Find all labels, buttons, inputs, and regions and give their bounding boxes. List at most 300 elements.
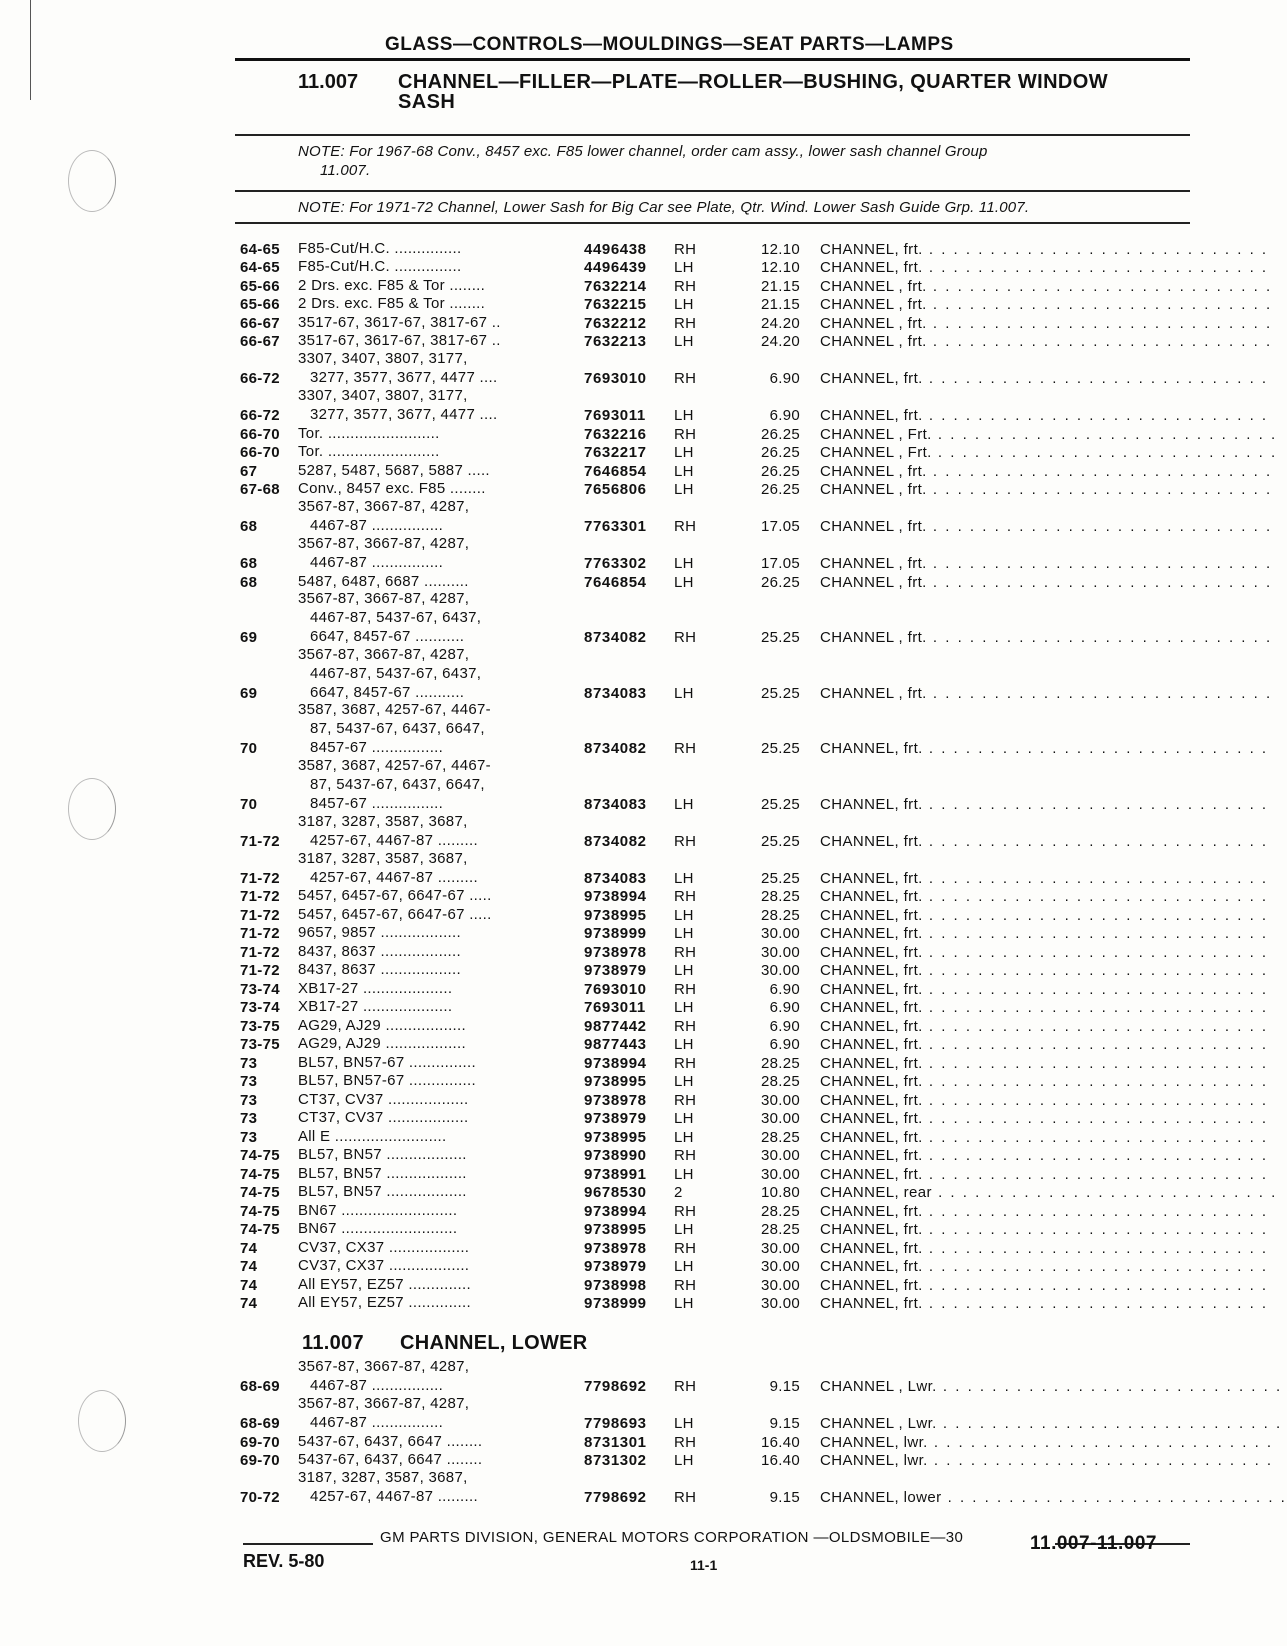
application-line: XB17-27 .................... — [298, 979, 453, 997]
row-side: RH — [674, 1378, 697, 1395]
row-price: 6.90 — [769, 999, 800, 1016]
row-side: LH — [674, 1036, 694, 1053]
row-side: LH — [674, 1128, 694, 1146]
application-line: AG29, AJ29 .................. — [298, 1016, 466, 1034]
leader-dots: . . . . . . . . . . . . . . . . . . . . . . . . . . . . — [922, 1276, 1269, 1294]
part-number: 9738995 — [584, 906, 647, 924]
row-description — [820, 1202, 1269, 1220]
application-line: 3567-87, 3667-87, 4287, — [298, 645, 470, 663]
row-price: 25.25 — [760, 740, 800, 757]
row-description — [820, 869, 1269, 887]
row-side: 2 — [674, 1184, 683, 1201]
row-description — [820, 1433, 1274, 1451]
row-application — [298, 276, 573, 295]
application-line: 4257-67, 4467-87 ......... — [310, 1488, 478, 1505]
description-text: CHANNEL, frt. — [820, 1165, 923, 1183]
part-number: 7763302 — [584, 555, 647, 572]
row-price: 28.25 — [760, 1202, 800, 1220]
row-year: 74-75 — [240, 1165, 280, 1183]
row-description — [820, 370, 1269, 387]
table-row — [240, 645, 1273, 702]
row-price: 28.25 — [760, 1221, 800, 1238]
row-description — [820, 573, 1273, 591]
lower-section-number: 11.007 — [302, 1332, 364, 1354]
part-number: 9738998 — [584, 1276, 647, 1294]
leader-dots: . . . . . . . . . . . . . . . . . . . . . . . . . . . . — [922, 1036, 1269, 1053]
row-application — [298, 1256, 573, 1275]
description-text: CHANNEL, frt. — [820, 1054, 923, 1072]
row-year: 73 — [240, 1091, 258, 1109]
row-application — [298, 1219, 573, 1238]
row-price: 6.90 — [769, 407, 800, 424]
part-number: 9738994 — [584, 888, 647, 905]
row-description — [820, 1258, 1269, 1275]
row-description — [820, 795, 1269, 813]
description-text: CHANNEL, frt. — [820, 999, 923, 1016]
leader-dots: . . . . . . . . . . . . . . . . . . . . . . . . . . . . — [922, 1221, 1269, 1238]
lower-section-heading — [302, 1332, 588, 1355]
row-application — [298, 1108, 573, 1127]
row-price: 26.25 — [760, 462, 800, 480]
revision-label: REV. 5-80 — [243, 1551, 325, 1571]
row-price: 30.00 — [760, 1295, 800, 1312]
row-side: LH — [674, 999, 694, 1016]
row-year: 73 — [240, 1073, 258, 1090]
leader-dots: . . . . . . . . . . . . . . . . . . . . . . . . . . . . — [922, 906, 1269, 924]
table-row — [240, 924, 1269, 943]
row-side: RH — [674, 1147, 697, 1164]
row-description — [820, 407, 1269, 424]
description-text: CHANNEL, frt. — [820, 832, 923, 850]
application-line: 87, 5437-67, 6437, 6647, — [310, 720, 485, 737]
table-row — [240, 1257, 1269, 1276]
part-number: 9738995 — [584, 1128, 647, 1146]
row-application — [298, 1293, 573, 1312]
row-application — [298, 497, 573, 535]
table-row — [240, 1035, 1269, 1054]
part-number: 9738994 — [584, 1054, 647, 1072]
application-line: 5457, 6457-67, 6647-67 ..... — [298, 887, 492, 904]
description-text: CHANNEL, lwr. — [820, 1433, 928, 1451]
application-line: 3277, 3577, 3677, 4477 .... — [310, 406, 498, 423]
row-price: 21.15 — [760, 296, 800, 313]
application-line: 4257-67, 4467-87 ......... — [310, 831, 478, 849]
row-application — [298, 812, 573, 850]
row-price: 12.10 — [760, 240, 800, 258]
row-price: 24.20 — [760, 333, 800, 350]
part-number: 8731301 — [584, 1433, 647, 1451]
part-number: 7693011 — [584, 407, 646, 424]
row-application — [298, 756, 573, 813]
row-application — [298, 960, 573, 979]
row-price: 30.00 — [760, 1276, 800, 1294]
row-application — [298, 1357, 573, 1395]
footer-publisher: GM PARTS DIVISION, GENERAL MOTORS CORPORATION —OLDSMOBILE—30 — [380, 1529, 964, 1546]
row-side: RH — [674, 1433, 697, 1451]
description-text: CHANNEL , frt. — [820, 555, 927, 572]
leader-dots: . . . . . . . . . . . . . . . . . . . . . . . . . . . . — [926, 462, 1273, 480]
row-side: LH — [674, 1165, 694, 1183]
description-text: CHANNEL, frt. — [820, 240, 923, 258]
application-line: All EY57, EZ57 .............. — [298, 1275, 471, 1293]
row-side: RH — [674, 1239, 697, 1257]
table-row — [240, 480, 1273, 499]
row-year: 73 — [240, 1054, 258, 1072]
description-text: CHANNEL, frt. — [820, 407, 923, 424]
application-line: 5437-67, 6437, 6647 ........ — [298, 1432, 483, 1450]
leader-dots: . . . . . . . . . . . . . . . . . . . . . . . . . . . . — [926, 277, 1273, 295]
row-application — [298, 700, 573, 757]
row-year: 67-68 — [240, 481, 280, 498]
row-description — [820, 259, 1269, 276]
part-number: 7632217 — [584, 444, 647, 461]
application-line: 3307, 3407, 3807, 3177, — [298, 387, 468, 404]
leader-dots: . . . . . . . . . . . . . . . . . . . . . . . . . . . . — [936, 1415, 1283, 1432]
application-line: 3517-67, 3617-67, 3817-67 .. — [298, 332, 501, 349]
leader-dots: . . . . . . . . . . . . . . . . . . . . . . . . . . . . — [922, 962, 1269, 979]
application-line: 4257-67, 4467-87 ......... — [310, 868, 478, 886]
leader-dots: . . . . . . . . . . . . . . . . . . . . . . . . . . . . — [931, 1184, 1278, 1201]
row-price: 12.10 — [760, 259, 800, 276]
row-price: 9.15 — [769, 1489, 800, 1506]
row-application — [298, 1275, 573, 1294]
row-side: LH — [674, 444, 694, 461]
row-price: 16.40 — [760, 1452, 800, 1469]
part-number: 9738978 — [584, 1091, 647, 1109]
row-side: LH — [674, 1452, 694, 1469]
leader-dots: . . . . . . . . . . . . . . . . . . . . . . . . . . . . — [922, 370, 1269, 387]
row-price: 30.00 — [760, 1258, 800, 1275]
row-application — [298, 1238, 573, 1257]
part-number: 4496438 — [584, 240, 647, 258]
table-row — [240, 1146, 1269, 1165]
row-year: 65-66 — [240, 296, 280, 313]
row-price: 30.00 — [760, 1147, 800, 1164]
row-price: 30.00 — [760, 962, 800, 979]
row-price: 21.15 — [760, 277, 800, 295]
leader-dots: . . . . . . . . . . . . . . . . . . . . . . . . . . . . — [922, 999, 1269, 1016]
table-row — [240, 1127, 1269, 1146]
leader-dots: . . . . . . . . . . . . . . . . . . . . . . . . . . . . — [926, 555, 1273, 572]
table-row — [240, 443, 1278, 462]
application-line: 8437, 8637 .................. — [298, 942, 461, 960]
binder-hole-bottom — [78, 1390, 126, 1452]
part-number: 8734083 — [584, 684, 647, 702]
description-text: CHANNEL, frt. — [820, 1202, 923, 1220]
table-row — [240, 1053, 1269, 1072]
table-row — [240, 498, 1273, 535]
divider — [235, 222, 1190, 224]
application-line: 4467-87 ................ — [310, 1414, 444, 1431]
description-text: CHANNEL, frt. — [820, 1276, 923, 1294]
row-application — [298, 1090, 573, 1109]
lower-parts-table — [240, 1358, 1287, 1506]
parts-table — [240, 239, 1278, 1312]
table-row — [240, 849, 1269, 887]
part-number: 7646854 — [584, 573, 647, 591]
part-number: 9678530 — [584, 1184, 647, 1201]
row-side: RH — [674, 629, 697, 646]
row-description — [820, 518, 1273, 535]
row-application — [298, 1071, 573, 1090]
application-line: 2 Drs. exc. F85 & Tor ........ — [298, 276, 486, 294]
row-description — [820, 1221, 1269, 1238]
binder-hole-top — [68, 150, 116, 212]
row-year: 73 — [240, 1128, 258, 1146]
row-year: 67 — [240, 462, 258, 480]
row-application — [298, 979, 573, 998]
row-description — [820, 1128, 1269, 1146]
note-2: NOTE: For 1971-72 Channel, Lower Sash for Big Car see Plate, Qtr. Wind. Lower Sash Guide Grp. 11.007. — [298, 199, 1030, 216]
row-price: 25.25 — [760, 869, 800, 887]
application-line: AG29, AJ29 .................. — [298, 1035, 466, 1052]
group-range: 11.007-11.007 — [1030, 1533, 1157, 1554]
row-description — [820, 999, 1269, 1016]
row-price: 25.25 — [760, 832, 800, 850]
leader-dots: . . . . . . . . . . . . . . . . . . . . . . . . . . . . — [926, 629, 1273, 646]
row-year: 71-72 — [240, 962, 280, 979]
row-price: 25.25 — [760, 629, 800, 646]
part-number: 9738990 — [584, 1147, 647, 1164]
application-line: 3517-67, 3617-67, 3817-67 .. — [298, 313, 501, 331]
description-text: CHANNEL, frt. — [820, 1221, 923, 1238]
note-1-line-1: NOTE: For 1967-68 Conv., 8457 exc. F85 lower channel, order cam assy., lower sash channel Group — [298, 143, 988, 160]
row-side: LH — [674, 962, 694, 979]
row-year: 74 — [240, 1276, 258, 1294]
table-row — [240, 701, 1269, 758]
part-number: 8734082 — [584, 629, 647, 646]
part-number: 7632212 — [584, 314, 647, 332]
application-line: Conv., 8457 exc. F85 ........ — [298, 480, 486, 497]
row-year: 69 — [240, 684, 258, 702]
table-row — [240, 295, 1273, 314]
row-description — [820, 906, 1269, 924]
row-application — [298, 589, 573, 646]
table-row — [240, 942, 1269, 961]
application-line: CV37, CX37 .................. — [298, 1238, 470, 1256]
row-price: 25.25 — [760, 684, 800, 702]
row-side: LH — [674, 1295, 694, 1312]
description-text: CHANNEL , frt. — [820, 573, 927, 591]
row-description — [820, 1165, 1269, 1183]
row-side: RH — [674, 832, 697, 850]
table-row — [240, 535, 1273, 572]
description-text: CHANNEL , frt. — [820, 277, 927, 295]
part-number: 9738995 — [584, 1073, 647, 1090]
description-text: CHANNEL, frt. — [820, 1073, 923, 1090]
application-line: BL57, BN57 .................. — [298, 1164, 467, 1182]
application-line: 3307, 3407, 3807, 3177, — [298, 350, 468, 367]
description-text: CHANNEL, frt. — [820, 370, 923, 387]
application-line: 6647, 8457-67 ........... — [310, 683, 465, 701]
description-text: CHANNEL, frt. — [820, 1110, 923, 1127]
description-text: CHANNEL, frt. — [820, 1239, 923, 1257]
table-row — [240, 424, 1278, 443]
application-line: 3567-87, 3667-87, 4287, — [298, 1358, 470, 1375]
row-side: LH — [674, 1073, 694, 1090]
application-line: 3187, 3287, 3587, 3687, — [298, 849, 468, 867]
part-number: 9738979 — [584, 1110, 647, 1127]
section-title: CHANNEL—FILLER—PLATE—ROLLER—BUSHING, QUARTER WINDOW SASH — [398, 71, 1108, 113]
application-line: 8457-67 ................ — [310, 794, 444, 812]
description-text: CHANNEL, rear — [820, 1184, 932, 1201]
table-row — [240, 979, 1269, 998]
application-line: XB17-27 .................... — [298, 998, 453, 1015]
row-application — [298, 942, 573, 961]
leader-dots: . . . . . . . . . . . . . . . . . . . . . . . . . . . . — [922, 1165, 1269, 1183]
description-text: CHANNEL , Frt. — [820, 425, 932, 443]
application-line: Tor. ......................... — [298, 443, 440, 460]
table-row — [240, 1072, 1269, 1091]
description-text: CHANNEL , frt. — [820, 684, 927, 702]
application-line: 3567-87, 3667-87, 4287, — [298, 535, 470, 552]
table-row — [240, 887, 1269, 906]
leader-dots: . . . . . . . . . . . . . . . . . . . . . . . . . . . . — [922, 795, 1269, 813]
row-price: 30.00 — [760, 943, 800, 961]
row-application — [298, 905, 573, 924]
part-number: 9738978 — [584, 1239, 647, 1257]
row-price: 25.25 — [760, 795, 800, 813]
row-side: RH — [674, 740, 697, 757]
leader-dots: . . . . . . . . . . . . . . . . . . . . . . . . . . . . — [922, 925, 1269, 942]
leader-dots: . . . . . . . . . . . . . . . . . . . . . . . . . . . . — [922, 888, 1269, 905]
row-side: RH — [674, 1017, 697, 1035]
row-price: 9.15 — [769, 1415, 800, 1432]
row-price: 10.80 — [760, 1184, 800, 1201]
row-description — [820, 425, 1278, 443]
leader-dots: . . . . . . . . . . . . . . . . . . . . . . . . . . . . — [922, 1147, 1269, 1164]
row-description — [820, 1295, 1269, 1312]
description-text: CHANNEL , Lwr. — [820, 1378, 937, 1395]
row-year: 73-75 — [240, 1017, 280, 1035]
application-line: 4467-87 ................ — [310, 554, 444, 571]
binder-hole-middle — [68, 778, 116, 840]
row-application — [298, 1432, 573, 1451]
row-price: 26.25 — [760, 425, 800, 443]
description-text: CHANNEL, frt. — [820, 1295, 923, 1312]
part-number: 9738994 — [584, 1202, 647, 1220]
description-text: CHANNEL , frt. — [820, 462, 927, 480]
leader-dots: . . . . . . . . . . . . . . . . . . . . . . . . . . . . — [922, 943, 1269, 961]
row-description — [820, 1276, 1269, 1294]
leader-dots: . . . . . . . . . . . . . . . . . . . . . . . . . . . . — [927, 1433, 1274, 1451]
application-line: 5437-67, 6437, 6647 ........ — [298, 1451, 483, 1468]
row-side: LH — [674, 925, 694, 942]
table-row — [240, 961, 1269, 980]
row-description — [820, 1489, 1287, 1506]
application-line: 4467-87, 5437-67, 6437, — [310, 664, 482, 682]
row-side: LH — [674, 906, 694, 924]
part-number: 7656806 — [584, 481, 647, 498]
table-row — [240, 905, 1269, 924]
row-year: 65-66 — [240, 277, 280, 295]
description-text: CHANNEL, frt. — [820, 795, 923, 813]
row-description — [820, 962, 1269, 979]
row-description — [820, 240, 1269, 258]
row-side: LH — [674, 1415, 694, 1432]
row-application — [298, 849, 573, 887]
row-application — [298, 424, 573, 443]
row-price: 28.25 — [760, 906, 800, 924]
table-row — [240, 1395, 1283, 1432]
part-number: 7693010 — [584, 370, 647, 387]
leader-dots: . . . . . . . . . . . . . . . . . . . . . . . . . . . . — [922, 259, 1269, 276]
leader-dots: . . . . . . . . . . . . . . . . . . . . . . . . . . . . — [922, 1258, 1269, 1275]
description-text: CHANNEL , frt. — [820, 481, 927, 498]
row-year: 69-70 — [240, 1452, 280, 1469]
row-application — [298, 1201, 573, 1220]
table-row — [240, 1016, 1269, 1035]
application-line: F85-Cut/H.C. ............... — [298, 239, 462, 257]
application-line: CT37, CV37 .................. — [298, 1090, 469, 1108]
row-year: 74-75 — [240, 1147, 280, 1164]
application-line: 8457-67 ................ — [310, 739, 444, 756]
row-description — [820, 1184, 1278, 1201]
row-description — [820, 943, 1269, 961]
row-year: 73-74 — [240, 980, 280, 998]
row-application — [298, 461, 573, 480]
row-description — [820, 629, 1273, 646]
part-number: 8734082 — [584, 832, 647, 850]
row-side: LH — [674, 259, 694, 276]
row-year: 73-74 — [240, 999, 280, 1016]
row-year: 71-72 — [240, 906, 280, 924]
part-number: 8734082 — [584, 740, 647, 757]
part-number: 7646854 — [584, 462, 647, 480]
leader-dots: . . . . . . . . . . . . . . . . . . . . . . . . . . . . — [922, 832, 1269, 850]
row-description — [820, 1147, 1269, 1164]
row-side: RH — [674, 240, 697, 258]
part-number: 9877442 — [584, 1017, 647, 1035]
application-line: 3277, 3577, 3677, 4477 .... — [310, 369, 498, 386]
table-row — [240, 998, 1269, 1017]
row-price: 28.25 — [760, 1054, 800, 1072]
row-application — [298, 572, 573, 591]
row-year: 71-72 — [240, 925, 280, 942]
row-side: RH — [674, 1489, 697, 1506]
application-line: 3587, 3687, 4257-67, 4467- — [298, 756, 491, 774]
row-application — [298, 1468, 573, 1506]
description-text: CHANNEL , frt. — [820, 296, 927, 313]
table-row — [240, 1294, 1269, 1313]
application-line: All EY57, EZ57 .............. — [298, 1294, 471, 1311]
table-row — [240, 332, 1273, 351]
description-text: CHANNEL , frt. — [820, 629, 927, 646]
table-row — [240, 590, 1273, 647]
row-side: LH — [674, 462, 694, 480]
row-application — [298, 1182, 573, 1201]
row-application — [298, 239, 573, 258]
leader-dots: . . . . . . . . . . . . . . . . . . . . . . . . . . . . — [922, 1202, 1269, 1220]
row-description — [820, 555, 1273, 572]
description-text: CHANNEL, frt. — [820, 1036, 923, 1053]
row-year: 71-72 — [240, 943, 280, 961]
row-description — [820, 925, 1269, 942]
row-description — [820, 1073, 1269, 1090]
leader-dots: . . . . . . . . . . . . . . . . . . . . . . . . . . . . — [922, 240, 1269, 258]
description-text: CHANNEL, frt. — [820, 1091, 923, 1109]
table-row — [240, 1275, 1269, 1294]
leader-dots: . . . . . . . . . . . . . . . . . . . . . . . . . . . . — [922, 1054, 1269, 1072]
row-price: 16.40 — [760, 1433, 800, 1451]
part-number: 9738999 — [584, 1295, 647, 1312]
table-row — [240, 239, 1269, 258]
part-number: 9738995 — [584, 1221, 647, 1238]
row-price: 30.00 — [760, 1110, 800, 1127]
part-number: 9738979 — [584, 962, 647, 979]
row-application — [298, 997, 573, 1016]
lower-section-title: CHANNEL, LOWER — [400, 1332, 588, 1354]
